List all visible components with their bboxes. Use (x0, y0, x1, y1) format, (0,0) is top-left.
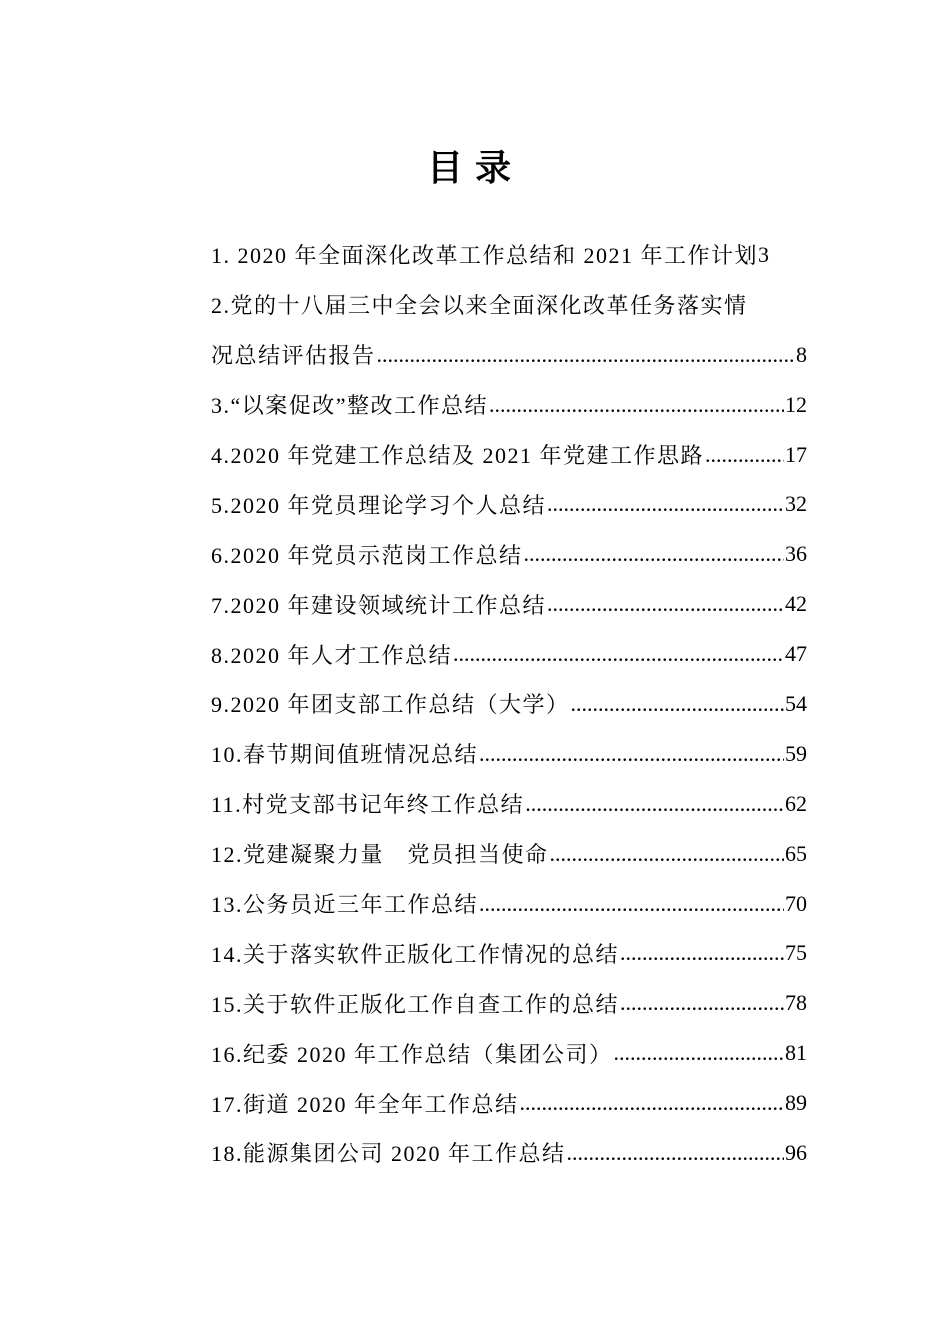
toc-page-number: 96 (785, 1139, 807, 1165)
toc-entry[interactable] (211, 430, 807, 480)
toc-leader-dots (567, 1140, 784, 1166)
toc-entry-title: 13.公务员近三年工作总结 (211, 892, 479, 918)
toc-entry-title: 12.党建凝聚力量 党员担当使命 (211, 842, 549, 868)
toc-entry-title: 15.关于软件正版化工作自查工作的总结 (211, 991, 620, 1017)
toc-page-number: 81 (785, 1040, 807, 1066)
toc-entry[interactable] (211, 879, 807, 929)
toc-leader-dots (479, 741, 784, 767)
toc-leader-dots (479, 891, 784, 917)
toc-entry[interactable] (211, 1028, 807, 1078)
toc-page-number: 75 (785, 940, 807, 966)
toc-entry[interactable] (211, 230, 807, 280)
toc-leader-dots (453, 641, 784, 667)
toc-entry[interactable] (211, 829, 807, 879)
toc-leader-dots (614, 1040, 784, 1066)
toc-leader-dots (489, 392, 784, 418)
toc-leader-dots (547, 591, 784, 617)
toc-page-number: 78 (785, 990, 807, 1016)
toc-entry[interactable] (211, 280, 807, 330)
toc-entry[interactable] (211, 380, 807, 430)
toc-leader-dots (547, 491, 784, 517)
table-of-contents (211, 230, 807, 1178)
toc-entry-title: 3.“以案促改”整改工作总结 (211, 393, 489, 419)
toc-leader-dots (550, 841, 784, 867)
toc-entry[interactable] (211, 1078, 807, 1128)
toc-entry-title: 14.关于落实软件正版化工作情况的总结 (211, 941, 620, 967)
toc-leader-dots (620, 990, 784, 1016)
toc-leader-dots (520, 1090, 784, 1116)
toc-entry-title: 17.街道 2020 年全年工作总结 (211, 1091, 519, 1117)
toc-entry[interactable] (211, 330, 807, 380)
toc-entry-title: 10.春节期间值班情况总结 (211, 742, 479, 768)
toc-entry[interactable] (211, 679, 807, 729)
toc-page-number: 65 (785, 840, 807, 866)
toc-leader-dots (525, 791, 784, 817)
toc-entry-title: 5.2020 年党员理论学习个人总结 (211, 492, 547, 518)
toc-page-number: 54 (785, 690, 807, 716)
toc-entry[interactable] (211, 729, 807, 779)
toc-page-number: 36 (785, 541, 807, 567)
toc-entry[interactable] (211, 629, 807, 679)
toc-entry-title: 8.2020 年人才工作总结 (211, 642, 453, 668)
toc-entry-title: 9.2020 年团支部工作总结（大学） (211, 692, 570, 718)
toc-page-number: 42 (785, 591, 807, 617)
toc-entry[interactable] (211, 579, 807, 629)
toc-page-number: 8 (796, 341, 807, 367)
toc-page-number: 59 (785, 740, 807, 766)
toc-leader-dots (377, 342, 795, 368)
toc-page-number: 3 (758, 241, 770, 267)
toc-entry-title: 16.纪委 2020 年工作总结（集团公司） (211, 1041, 613, 1067)
toc-leader-dots (620, 940, 784, 966)
toc-page-number: 70 (785, 890, 807, 916)
toc-entry-title: 1. 2020 年全面深化改革工作总结和 2021 年工作计划 (211, 243, 759, 269)
toc-page-number: 32 (785, 491, 807, 517)
toc-leader-dots (571, 691, 784, 717)
toc-entry[interactable] (211, 928, 807, 978)
toc-page-number: 17 (785, 441, 807, 467)
toc-page-number: 89 (785, 1090, 807, 1116)
toc-entry-title: 2.党的十八届三中全会以来全面深化改革任务落实情 (211, 293, 748, 319)
toc-entry-title: 6.2020 年党员示范岗工作总结 (211, 542, 523, 568)
toc-leader-dots (705, 442, 784, 468)
toc-page-number: 12 (785, 391, 807, 417)
toc-entry[interactable] (211, 529, 807, 579)
toc-leader-dots (524, 541, 784, 567)
toc-entry-title: 况总结评估报告 (211, 343, 376, 369)
toc-entry[interactable] (211, 479, 807, 529)
toc-entry-title: 11.村党支部书记年终工作总结 (211, 792, 525, 818)
toc-entry-title: 7.2020 年建设领域统计工作总结 (211, 592, 547, 618)
toc-entry-title: 18.能源集团公司 2020 年工作总结 (211, 1141, 566, 1167)
toc-page-number: 47 (785, 641, 807, 667)
toc-entry[interactable] (211, 1128, 807, 1178)
toc-page-number: 62 (785, 790, 807, 816)
page-title: 目录 (426, 148, 523, 188)
toc-entry-title: 4.2020 年党建工作总结及 2021 年党建工作思路 (211, 443, 705, 468)
toc-entry[interactable] (211, 978, 807, 1028)
toc-entry[interactable] (211, 779, 807, 829)
